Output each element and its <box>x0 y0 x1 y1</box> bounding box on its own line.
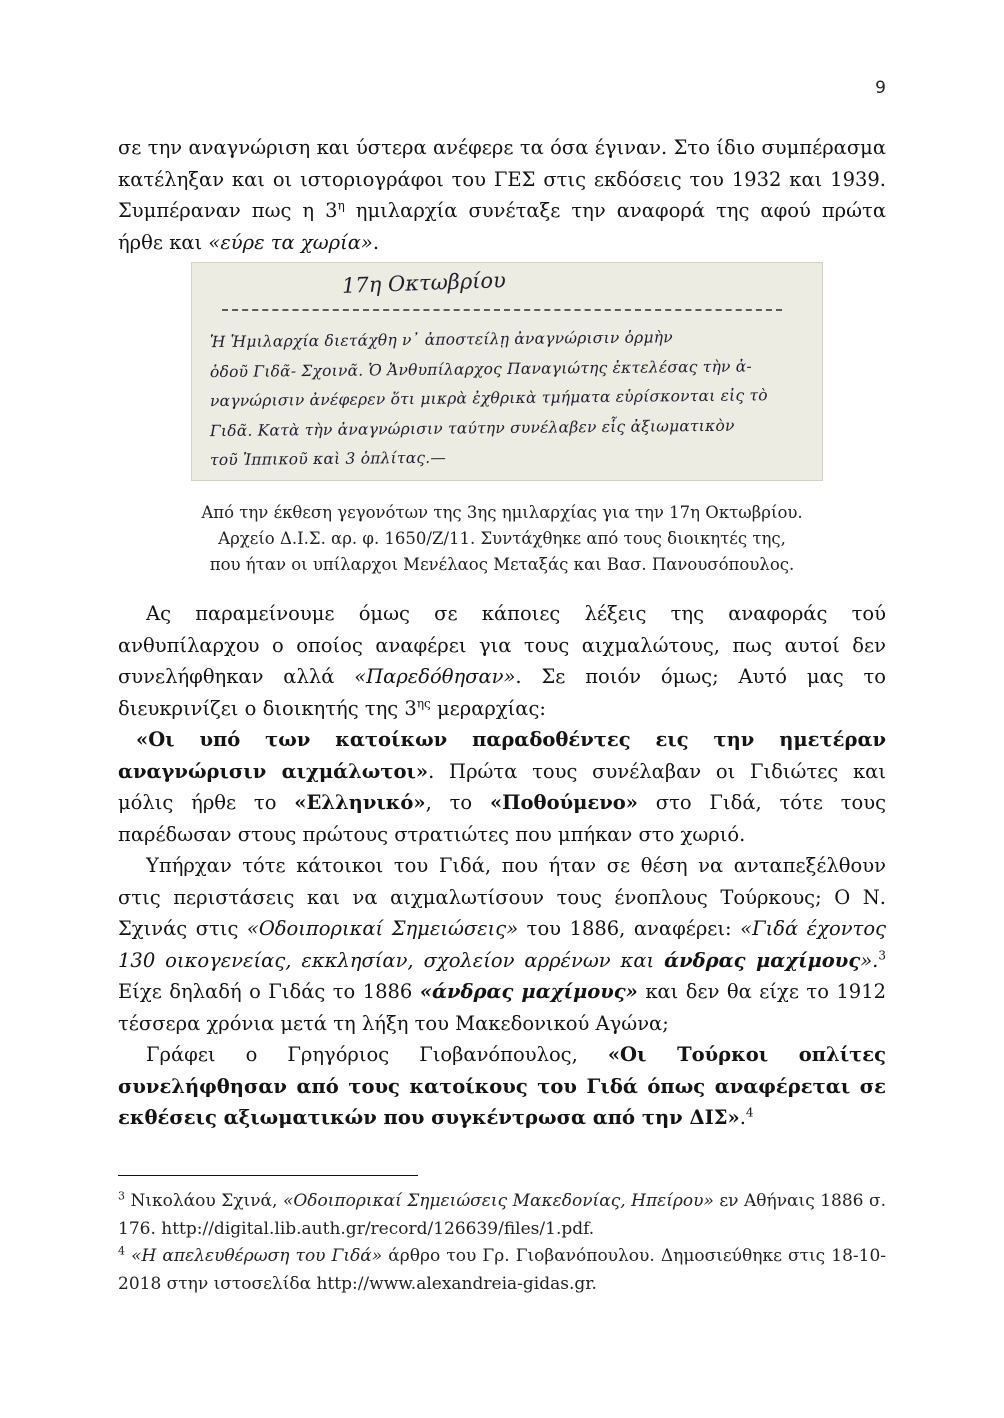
quote-bold: «Οι υπό των κατοίκων παραδοθέντες εις την ημετέραν αναγνώρισιν αιχμάλωτοι» <box>118 728 886 783</box>
footnote-number: 3 <box>118 1189 125 1203</box>
archive-handwriting <box>210 325 810 473</box>
archive-document-image <box>191 262 823 481</box>
text-run: στο Γιδά, τότε τους παρέδωσαν στους πρώτους στρατιώτες που μπήκαν στο χωριό. <box>118 791 887 846</box>
footnote-3 <box>118 1188 886 1243</box>
caption-line: που ήταν οι υπίλαρχοι Μενέλαος Μεταξάς και Βασ. Πανουσόπουλος. <box>209 555 795 574</box>
footnote-4 <box>118 1243 886 1298</box>
intro-quote: «εύρε τα χωρία» <box>208 230 373 254</box>
text-run: . Σε ποιόν όμως; Αυτό μας το διευκρινίζει ο διοικητής της 3 <box>118 665 886 720</box>
quote-italic: «Οδοιπορικαί Σημειώσεις Μακεδονίας, Ηπείρου» <box>282 1191 714 1211</box>
quote-bold-italic: άνδρας μαχίμους <box>664 948 861 972</box>
footnotes <box>118 1188 886 1298</box>
body-text <box>118 598 886 1134</box>
archive-line: Ἡ Ἡμιλαρχία διετάχθη ν᾽ ἀποστείλῃ ἀναγνώρισιν ὁρμὴν <box>209 328 673 352</box>
archive-line: Γιδᾶ. Κατὰ τὴν ἀναγνώρισιν ταύτην συνέλαβεν εἷς ἀξιωματικὸν <box>209 416 735 440</box>
text-run: , το <box>425 791 490 814</box>
intro-end: . <box>372 230 380 254</box>
footnote-ref: 4 <box>745 1105 754 1120</box>
text-run: Είχε δηλαδή ο Γιδάς το 1886 <box>118 980 420 1003</box>
quote-bold: «Ποθούμενο» <box>489 791 638 814</box>
superscript: ης <box>416 696 431 710</box>
caption-line: Αρχείο Δ.Ι.Σ. αρ. φ. 1650/Ζ/11. Συντάχθηκε από τους διοικητές της, <box>218 529 786 548</box>
footnote-number: 4 <box>118 1244 125 1258</box>
paragraph-4 <box>118 1039 886 1134</box>
text-run: Γράφει ο Γρηγόριος Γιοβανόπουλος, <box>146 1043 608 1066</box>
archive-date-line: 17η Οκτωβρίου <box>341 268 507 298</box>
quote-italic: ». <box>860 948 879 972</box>
text-run: και δεν θα είχε το 1912 τέσσερα χρόνια μετά τη λήξη του Μακεδονικού Αγώνα; <box>118 980 887 1035</box>
footnote-divider <box>118 1175 418 1176</box>
intro-text: σε την αναγνώριση και ύστερα ανέφερε τα όσα έγιναν. Στο ίδιο συμπέρασμα κατέληξαν και οι ιστοριογράφοι του ΓΕΣ στις εκδόσεις του 1932 και 1939. Συμπέραναν πως η 3 <box>118 136 886 222</box>
archive-line: τοῦ Ἰππικοῦ καὶ 3 ὁπλίτας.— <box>209 448 447 470</box>
paragraph-2 <box>118 724 886 850</box>
quote-italic: «Η απελευθέρωση του Γιδά» <box>131 1246 383 1266</box>
quote-bold-italic: «άνδρας μαχίμους» <box>419 980 638 1003</box>
text-run: . Πρώτα τους συνέλαβαν οι Γιδιώτες και μόλις ήρθε το <box>118 759 886 814</box>
intro-sup: η <box>337 198 345 213</box>
text-run: Νικολάου Σχινά, <box>125 1191 283 1211</box>
intro-text-2: ημιλαρχία συνέταξε την αναφορά της αφού πρώτα ήρθε και <box>118 199 886 254</box>
quote-italic: «Παρεδόθησαν» <box>354 665 516 688</box>
text-run: άρθρο του Γρ. Γιοβανόπουλου. Δημοσιεύθηκε στις 18-10-2018 στην ιστοσελίδα http://www.alexandreia-gidas.gr. <box>118 1246 887 1294</box>
page-number: 9 <box>875 78 886 98</box>
paragraph-1 <box>118 598 886 724</box>
intro-paragraph <box>118 132 886 258</box>
quote-bold: «Οι Τούρκοι οπλίτες συνελήφθησαν από τους κατοίκους του Γιδά όπως αναφέρεται σε εκθέσεις αξιωματικών που συγκέντρωσα από την ΔΙΣ» <box>118 1043 886 1129</box>
paragraph-3 <box>118 850 886 1039</box>
text-run: Ας παραμείνουμε όμως σε κάποιες λέξεις της αναφοράς τού ανθυπίλαρχου ο οποίος αναφέρει για τους αιχμαλώτους, πως αυτοί δεν συνελήφθηκαν αλλά <box>118 602 886 688</box>
quote-italic: «Γιδά έχοντος 130 οικογενείας, εκκλησίαν, σχολείον αρρένων και <box>118 917 886 972</box>
quote-bold: «Ελληνικό» <box>294 791 426 814</box>
archive-divider <box>222 309 782 311</box>
footnote-ref: 3 <box>878 948 886 962</box>
text-run: μεραρχίας: <box>430 696 546 720</box>
text-run: . <box>739 1106 746 1129</box>
archive-line: ναγνώρισιν ἀνέφερεν ὅτι μικρὰ ἐχθρικὰ τμήματα εὑρίσκονται εἰς τὸ <box>209 386 768 411</box>
text-run: εν Αθήναις 1886 σ. 176. http://digital.lib.auth.gr/record/126639/files/1.pdf. <box>118 1191 886 1239</box>
text-run: Υπήρχαν τότε κάτοικοι του Γιδά, που ήταν σε θέση να ανταπεξέλθουν στις περιστάσεις και να αιχμαλωτίσουν τους ένοπλους Τούρκους; Ο Ν. Σχινάς στις <box>118 854 886 940</box>
archive-line: ὁδοῦ Γιδᾶ- Σχοινᾶ. Ὁ Ἀνθυπίλαρχος Παναγιώτης ἐκτελέσας τὴν ἀ- <box>209 356 752 381</box>
quote-italic: «Οδοιπορικαί Σημειώσεις» <box>246 917 519 940</box>
text-run: του 1886, αναφέρει: <box>518 917 741 940</box>
caption-line: Από την έκθεση γεγονότων της 3ης ημιλαρχίας για την 17η Οκτωβρίου. <box>201 503 803 522</box>
figure-caption <box>118 500 886 578</box>
